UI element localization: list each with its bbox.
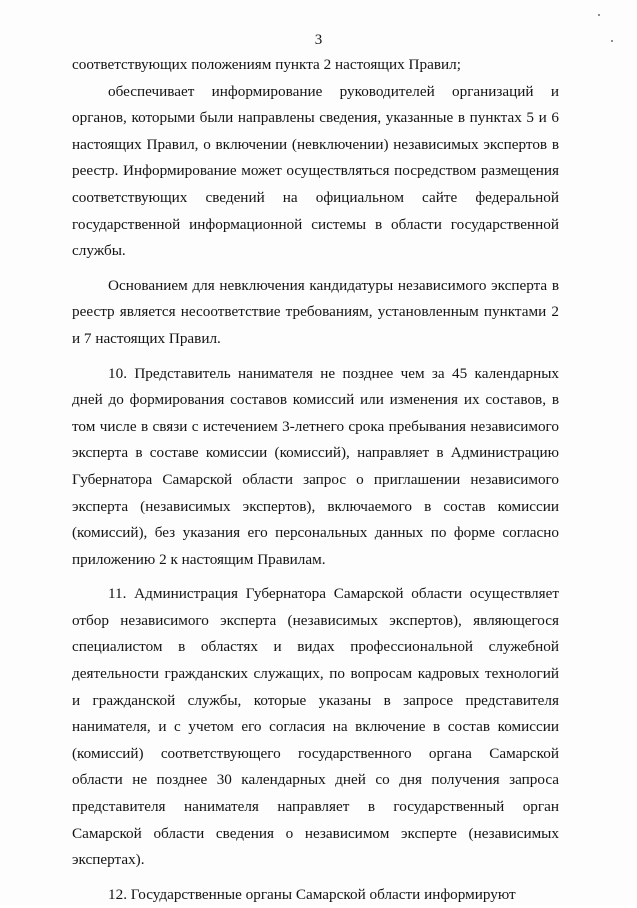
page-number: 3 [314,32,323,48]
paragraph-informing: обеспечивает информирование руководителей организаций и органов, которыми были направлены сведения, указанные в пунктах 5 и 6 настоящих Правил, о включении (невключении) независимых экспертов в реестр. Информирование может осуществляться посредством размещения соответствующих сведений на официальном сайте федеральной государственной информационной системы в области государственной службы. [72,82,559,260]
scan-speck [611,40,613,42]
paragraph-item-10: 10. Представитель нанимателя не позднее чем за 45 календарных дней до формирования составов комиссий или изменения их составов, в том числе в связи с истечением 3-летнего срока пребывания независимого эксперта в составе комиссии (комиссий), направляет в Администрацию Губернатора Самарской области запрос о приглашении независимого эксперта (независимых экспертов), включаемого в состав комиссии (комиссий), без указания его персональных данных по форме согласно приложению 2 к настоящим Правилам. [72,364,559,568]
paragraph-item-11: 11. Администрация Губернатора Самарской области осуществляет отбор независимого эксперта (независимых экспертов), являющегося специалистом в областях и видах профессиональной служебной деятельности гражданских служащих, по вопросам кадровых технологий и гражданской службы, которые указаны в запросе представителя нанимателя, и с учетом его согласия на включение в состав комиссии (комиссий) соответствующего государственного органа Самарской области не позднее 30 календарных дней со дня получения запроса представителя нанимателя направляет в государственный орган Самарской области сведения о независимом эксперте (независимых экспертах). [72,585,559,869]
paragraph-non-inclusion-grounds: Основанием для невключения кандидатуры независимого эксперта в реестр является несоответствие требованиям, установленным пунктами 2 и 7 настоящих Правил. [72,276,559,347]
scan-speck [598,14,600,16]
document-body [72,52,559,908]
paragraph-continuation: соответствующих положениям пункта 2 настоящих Правил; [72,56,461,73]
paragraph-item-12: 12. Государственные органы Самарской области информируют [108,885,516,903]
